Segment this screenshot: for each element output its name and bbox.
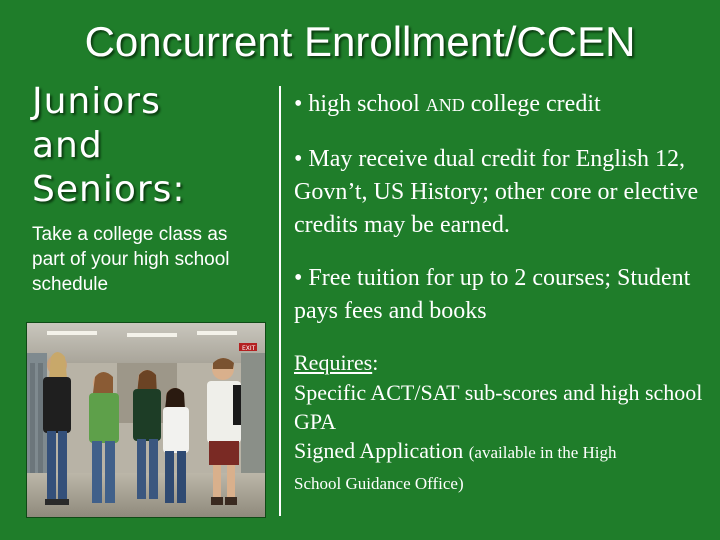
requirement-application-note-b: School Guidance Office) (294, 474, 464, 493)
requires-colon: : (372, 350, 379, 375)
exit-sign: EXIT (242, 345, 256, 352)
students-hallway-photo (26, 322, 266, 518)
bullet-credit-and: AND (425, 95, 465, 115)
left-heading (32, 80, 186, 212)
bullet-credit (294, 88, 716, 122)
requires-heading (294, 348, 716, 378)
left-subtext: Take a college class as part of your high school schedule (32, 224, 230, 295)
bullet-tuition: • Free tuition for up to 2 courses; Student pays fees and books (294, 265, 691, 324)
bullet-credit-text-a: • high school (294, 91, 426, 117)
slide-title: Concurrent Enrollment/CCEN (84, 18, 636, 65)
heading-line-juniors: Juniors (32, 81, 161, 122)
requirement-application-note-a: (available in the High (468, 443, 617, 462)
requires-label: Requires (294, 350, 373, 375)
heading-line-seniors: Seniors: (32, 169, 186, 210)
column-divider (279, 86, 281, 516)
requirement-application-main: Signed Application (294, 438, 469, 463)
requirement-application (294, 436, 716, 498)
requirement-scores: Specific ACT/SAT sub-scores and high school GPA (294, 380, 703, 434)
bullet-dual-credit: • May receive dual credit for English 12, Govn’t, US History; other core or elective credits may be earned. (294, 146, 699, 238)
bullet-credit-text-b: college credit (464, 91, 601, 117)
heading-line-and: and (32, 125, 103, 166)
right-column (294, 88, 716, 498)
